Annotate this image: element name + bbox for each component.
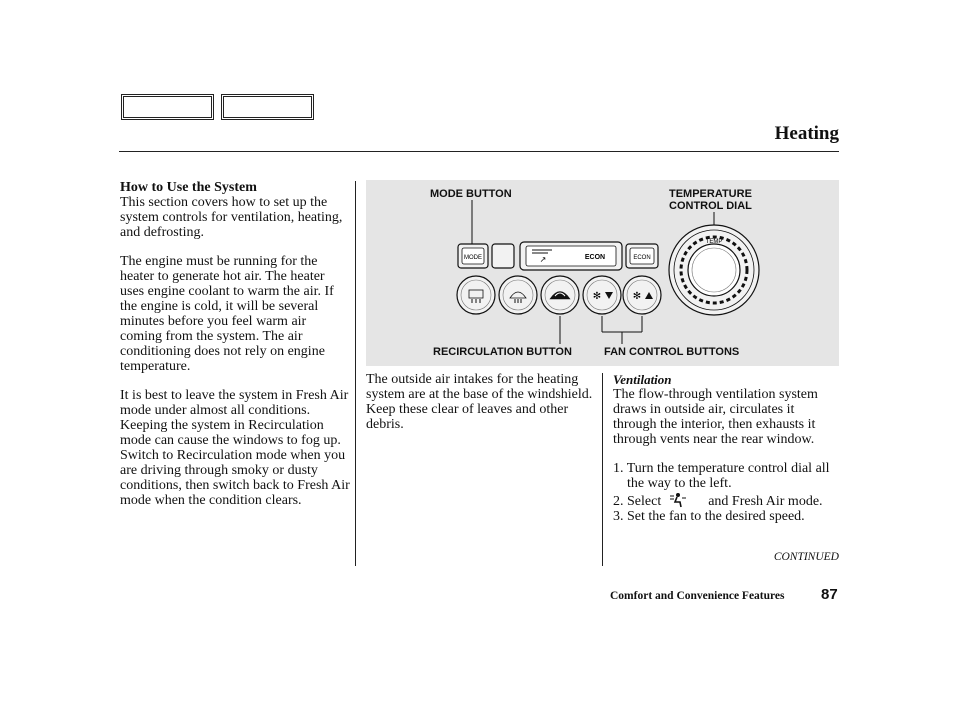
continued-label: CONTINUED [773,551,839,563]
temp-dial-label-2: CONTROL DIAL [669,200,752,212]
page-title: Heating [774,123,839,144]
dial-temp-text: TEMP [705,239,723,245]
step-2-text-b: and Fresh Air mode. [708,494,823,510]
page-number: 87 [821,586,838,603]
display-econ-text: ECON [584,254,606,261]
mode-button[interactable] [458,244,488,268]
nav-tab-box-1[interactable] [121,94,214,120]
paragraph-fresh-air: It is best to leave the system in Fresh Air mode under almost all conditions. Keeping the system in Recirculation mode can cause the windows to fog up. Switch to Recirculation mode when you are driving through smoky or dusty conditions, then switch back to Fresh Air mode when the condition clears. [120,388,350,508]
recirculation-button-label: RECIRCULATION BUTTON [433,346,572,358]
mode-button-text: MODE [464,255,482,261]
mode-button-label: MODE BUTTON [430,188,512,200]
column-divider-right [602,373,603,566]
vent-mode-icon [665,492,705,510]
fan-up-button[interactable] [623,276,661,314]
left-column [120,181,350,524]
section-heading: How to Use the System [120,180,257,195]
control-panel-drawing [366,180,839,366]
step-2-text-a: 2. Select [613,494,662,510]
ventilation-heading: Ventilation [613,372,672,387]
paragraph-intro: This section covers how to set up the system controls for ventilation, heating, and defrosting. [120,194,343,240]
fan-icon: ✻ [632,291,642,302]
right-column [613,373,841,525]
econ-button-text: ECON [633,255,651,261]
nav-tab-box-2[interactable] [221,94,314,120]
fan-down-button[interactable] [583,276,621,314]
ventilation-steps [613,462,841,525]
econ-button[interactable] [626,244,658,268]
climate-control-diagram [366,180,839,366]
blank-button[interactable] [492,244,514,268]
paragraph-ventilation: The flow-through ventilation system draws in outside air, circulates it through the interior, then exhausts it through vents near the rear window. [613,386,818,447]
recirculation-button[interactable] [541,276,579,314]
fan-icon: ✻ [592,291,602,302]
step-1: 1. Turn the temperature control dial all the way to the left. [613,461,830,492]
middle-column [366,373,596,447]
temp-dial-label-1: TEMPERATURE [669,188,752,200]
front-defrost-button[interactable] [499,276,537,314]
footer-section-title: Comfort and Convenience Features [610,590,785,602]
temperature-control-dial[interactable] [669,225,759,315]
paragraph-engine: The engine must be running for the heater to generate hot air. The heater uses engine coolant to warm the air. If the engine is cold, it will be several minutes before you feel warm air coming from the system. The air conditioning does not rely on engine temperature. [120,254,334,374]
header-rule [119,151,839,152]
step-3: 3. Set the fan to the desired speed. [613,509,805,525]
step-2 [613,492,841,510]
column-divider-left [355,181,356,566]
fan-control-label: FAN CONTROL BUTTONS [604,346,740,358]
svg-text:↗: ↗ [539,255,547,264]
paragraph-air-intakes: The outside air intakes for the heating system are at the base of the windshield. Keep these clear of leaves and other debris. [366,372,593,432]
rear-defrost-button[interactable] [457,276,495,314]
